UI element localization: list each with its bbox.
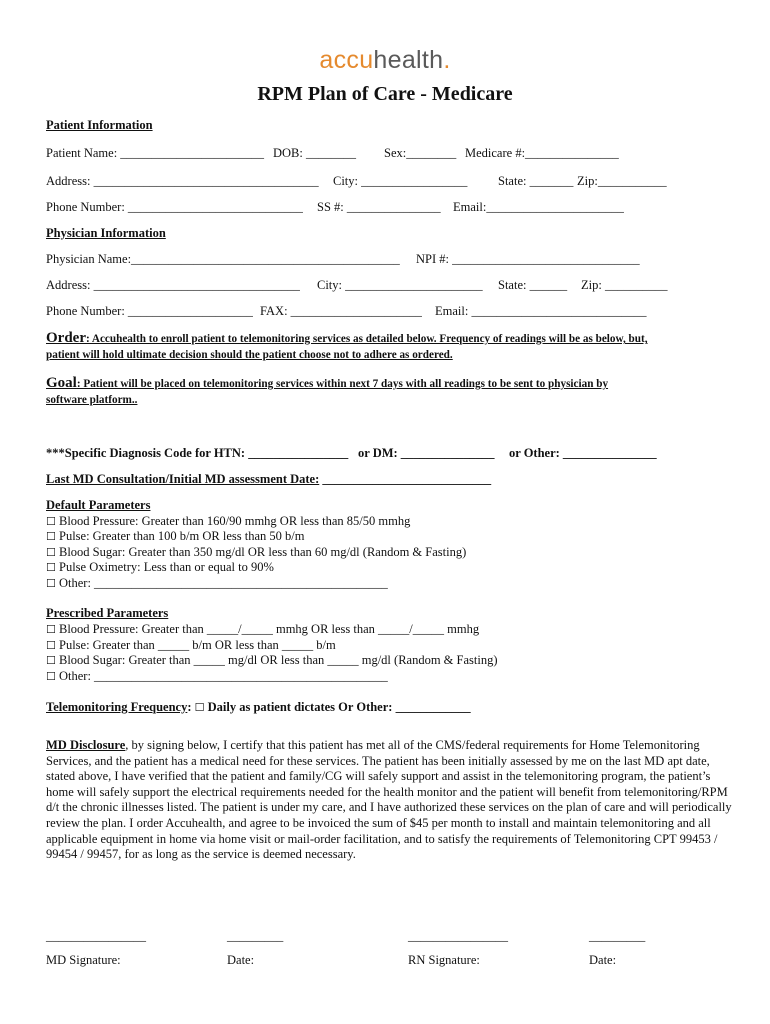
md-signature-line[interactable]: ________________ <box>46 929 146 943</box>
prescribed-other-checkbox[interactable]: ☐ Other: _______________________________________________ <box>46 669 388 683</box>
default-pulse-checkbox[interactable]: ☐ Pulse: Greater than 100 b/m OR less than 50 b/m <box>46 529 305 543</box>
other-code-field[interactable]: or Other: _______________ <box>509 446 657 460</box>
prescribed-pulse-checkbox[interactable]: ☐ Pulse: Greater than _____ b/m OR less than _____ b/m <box>46 638 336 652</box>
dm-code-field[interactable]: or DM: _______________ <box>358 446 495 460</box>
patient-email-field[interactable]: Email:______________________ <box>453 200 624 214</box>
md-date-label: Date: <box>227 953 255 967</box>
ss-number-field[interactable]: SS #: _______________ <box>317 200 441 214</box>
physician-phone-field[interactable]: Phone Number: ____________________ <box>46 304 253 318</box>
patient-city-field[interactable]: City: _________________ <box>333 174 468 188</box>
checkbox-icon[interactable]: ☐ <box>46 515 56 528</box>
patient-zip-field[interactable]: Zip:___________ <box>577 174 667 188</box>
checkbox-icon[interactable]: ☐ <box>46 561 56 574</box>
npi-field[interactable]: NPI #: ______________________________ <box>416 252 640 266</box>
checkbox-icon[interactable]: ☐ <box>46 623 56 636</box>
checkbox-icon[interactable]: ☐ <box>46 639 56 652</box>
fax-field[interactable]: FAX: _____________________ <box>260 304 422 318</box>
patient-name-field[interactable]: Patient Name: _______________________ <box>46 146 265 160</box>
default-bp-checkbox[interactable]: ☐ Blood Pressure: Greater than 160/90 mmhg OR less than 85/50 mmhg <box>46 514 411 528</box>
physician-state-field[interactable]: State: ______ <box>498 278 568 292</box>
goal-line-2: software platform.. <box>46 394 138 406</box>
physician-email-field[interactable]: Email: ____________________________ <box>435 304 647 318</box>
prescribed-params-heading: Prescribed Parameters <box>46 606 169 620</box>
default-sugar-checkbox[interactable]: ☐ Blood Sugar: Greater than 350 mg/dl OR less than 60 mg/dl (Random & Fasting) <box>46 545 467 559</box>
prescribed-sugar-checkbox[interactable]: ☐ Blood Sugar: Greater than _____ mg/dl OR less than _____ mg/dl (Random & Fasting) <box>46 653 498 667</box>
checkbox-icon[interactable]: ☐ <box>46 577 56 590</box>
default-oximetry-checkbox[interactable]: ☐ Pulse Oximetry: Less than or equal to 90% <box>46 560 274 574</box>
physician-name-field[interactable]: Physician Name:___________________________________________ <box>46 252 400 266</box>
physician-info-heading: Physician Information <box>46 226 166 240</box>
sex-field[interactable]: Sex:________ <box>384 146 457 160</box>
rn-signature-line[interactable]: ________________ <box>408 929 508 943</box>
rn-date-line[interactable]: _________ <box>589 929 646 943</box>
checkbox-icon[interactable]: ☐ <box>46 654 56 667</box>
checkbox-icon[interactable]: ☐ <box>46 530 56 543</box>
checkbox-icon[interactable]: ☐ <box>46 670 56 683</box>
default-params-heading: Default Parameters <box>46 498 151 512</box>
rn-signature-label: RN Signature: <box>408 953 480 967</box>
page-title: RPM Plan of Care - Medicare <box>257 83 513 105</box>
htn-code-field[interactable]: ***Specific Diagnosis Code for HTN: ________________ <box>46 446 349 460</box>
physician-address-field[interactable]: Address: _________________________________ <box>46 278 300 292</box>
dob-field[interactable]: DOB: ________ <box>273 146 356 160</box>
md-signature-label: MD Signature: <box>46 953 121 967</box>
order-line-1: Order: Accuhealth to enroll patient to telemonitoring services as detailed below. Frequency of readings will be as below, but, <box>46 330 648 346</box>
physician-zip-field[interactable]: Zip: __________ <box>581 278 668 292</box>
patient-info-heading: Patient Information <box>46 118 153 132</box>
patient-state-field[interactable]: State: _______ <box>498 174 574 188</box>
checkbox-icon[interactable]: ☐ <box>46 546 56 559</box>
prescribed-bp-checkbox[interactable]: ☐ Blood Pressure: Greater than _____/_____ mmhg OR less than _____/_____ mmhg <box>46 622 480 636</box>
patient-phone-field[interactable]: Phone Number: ____________________________ <box>46 200 303 214</box>
last-md-date-field[interactable]: Last MD Consultation/Initial MD assessment Date: ___________________________ <box>46 472 492 486</box>
telemonitoring-frequency: Telemonitoring Frequency: ☐ Daily as patient dictates Or Other: ____________ <box>46 700 471 714</box>
goal-line-1: Goal: Patient will be placed on telemonitoring services within next 7 days with all readings to be sent to physician by <box>46 375 609 391</box>
accuhealth-logo: accuhealth. <box>319 46 451 74</box>
md-disclosure: MD Disclosure, by signing below, I certify that this patient has met all of the CMS/federal requirements for Home Telemonitoring Services, and the patient has a medical need for these services. The patient has been initially assessed by me on the last MD apt date, stated above, I have verified that the patient and family/CG will safely support and assist in the telemonitoring program, the patient’s home will safely support the electrical requirements needed for the health monitor and the patient will benefit from telemonitoring/RPM d/t the chronic illnesses listed. The patient is under my care, and I have authorized these services on the plan of care and will periodically review the plan. I order Accuhealth, and agree to be invoiced the sum of $45 per month to install and maintain telemonitoring and all applicable equipment in home via home visit or mail-order facilitation, and to satisfy the requirements of Telemonitoring CPT 99453 / 99454 / 99457, for as long as the service is deemed necessary. <box>46 738 732 862</box>
medicare-number-field[interactable]: Medicare #:_______________ <box>465 146 619 160</box>
default-other-checkbox[interactable]: ☐ Other: _______________________________________________ <box>46 576 388 590</box>
patient-address-field[interactable]: Address: ____________________________________ <box>46 174 319 188</box>
physician-city-field[interactable]: City: ______________________ <box>317 278 483 292</box>
daily-checkbox-icon[interactable]: ☐ <box>194 701 205 714</box>
md-date-line[interactable]: _________ <box>227 929 284 943</box>
rn-date-label: Date: <box>589 953 617 967</box>
order-line-2: patient will hold ultimate decision should the patient choose not to adhere as ordered. <box>46 349 453 361</box>
